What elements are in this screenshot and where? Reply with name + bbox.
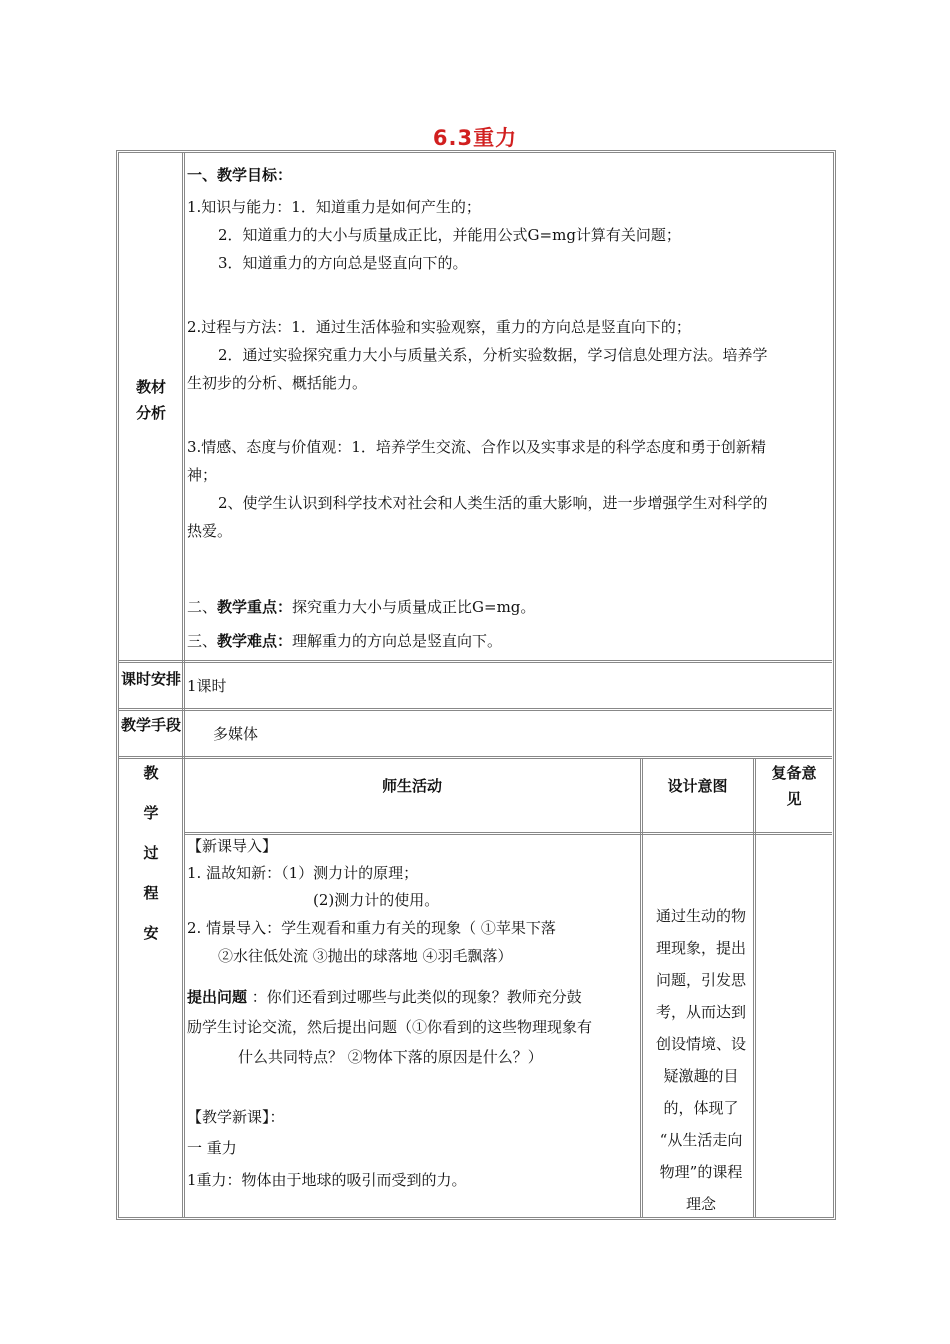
activity-question-2: 励学生讨论交流，然后提出问题（①你看到的这些物理现象有 [187,1018,593,1036]
process-line-2: 2．通过实验探究重力大小与质量关系，分析实验数据，学习信息处理方法。培养学 [218,346,768,364]
means-label: 教学手段 [120,716,181,734]
activity-new-lesson-intro: 【新课导入】 [187,837,278,855]
emotion-line-3: 2、使学生认识到科学技术对社会和人类生活的重大影响，进一步增强学生对科学的 [218,494,768,512]
row-divider-means [118,756,832,759]
page-title: 6.3重力 [432,126,518,150]
col-header-intent: 设计意图 [667,777,728,795]
section-gravity: 一 重力 [187,1139,237,1157]
knowledge-line-1: 1.知识与能力：1．知道重力是如何产生的； [187,198,481,216]
activity-new-lesson: 【教学新课】： [187,1108,285,1126]
intent-column-divider [640,758,643,1218]
hours-label: 课时安排 [120,670,181,688]
goals-heading: 一、教学目标： [187,166,293,184]
activity-review-2: (2)测力计的使用。 [313,891,440,909]
activity-question: 提出问题 ：你们还看到过哪些与此类似的现象？教师充分鼓 [187,988,582,1006]
process-line-3: 生初步的分析、概括能力。 [187,374,368,392]
emotion-line-2: 神； [187,466,218,484]
row-divider-analysis [118,660,832,663]
key-point: 二、教学重点：探究重力大小与质量成正比G=mg。 [187,598,536,616]
hours-value: 1课时 [187,677,227,695]
row-divider-process-header [184,832,832,835]
activity-scenario-2: ②水往低处流 ③抛出的球落地 ④羽毛飘落） [218,947,513,965]
analysis-label: 教材 分析 [135,378,166,422]
design-intent-text: 通过生动的物 理现象，提出 问题，引发思 考，从而达到 创设情境、设 疑激趣的目 的，体现了 “从生活走向 物理”的课程 理念 [655,907,746,1213]
col-header-activity: 师生活动 [381,777,442,795]
process-line-1: 2.过程与方法：1．通过生活体验和实验观察，重力的方向总是竖直向下的； [187,318,691,336]
knowledge-line-2: 2．知道重力的大小与质量成正比，并能用公式G=mg计算有关问题； [218,226,681,244]
col-header-notes: 复备意 见 [771,764,817,808]
activity-review: 1. 温故知新：（1）测力计的原理； [187,864,419,882]
emotion-line-4: 热爱。 [187,522,233,540]
emotion-line-1: 3.情感、态度与价值观：1．培养学生交流、合作以及实事求是的科学态度和勇于创新精 [187,438,766,456]
activity-scenario: 2. 情景导入：学生观看和重力有关的现象（ ①苹果下落 [187,919,556,937]
knowledge-line-3: 3．知道重力的方向总是竖直向下的。 [218,254,468,272]
means-value: 多媒体 [213,725,259,743]
activity-question-3: 什么共同特点？ ②物体下落的原因是什么？） [238,1048,543,1066]
gravity-definition: 1重力：物体由于地球的吸引而受到的力。 [187,1171,467,1189]
difficult-point: 三、教学难点：理解重力的方向总是竖直向下。 [187,632,503,650]
row-divider-hours [118,708,832,711]
